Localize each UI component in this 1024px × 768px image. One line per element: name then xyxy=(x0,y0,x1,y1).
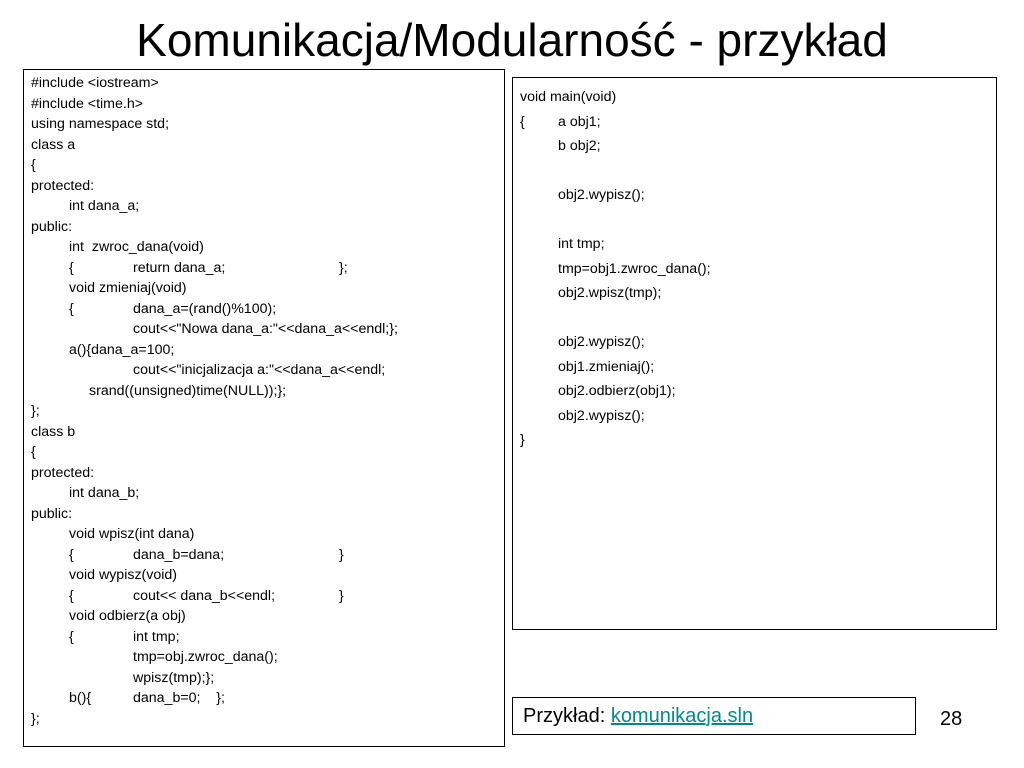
code-segment: obj2.wypisz(); xyxy=(558,334,645,350)
code-segment: { xyxy=(69,300,74,317)
code-segment: public: xyxy=(31,218,73,235)
code-segment: void wpisz(int dana) xyxy=(69,526,195,542)
code-segment: }; xyxy=(31,403,40,419)
code-segment: { xyxy=(69,587,74,604)
slide-title: Komunikacja/Modularność - przykład xyxy=(136,14,888,66)
code-segment: void main(void) xyxy=(520,89,617,105)
example-footer xyxy=(523,703,753,729)
code-segment: int tmp; xyxy=(558,236,605,252)
code-segment: tmp=obj1.zwroc_dana(); xyxy=(558,260,711,277)
code-segment: obj2.wpisz(tmp); xyxy=(558,285,662,301)
code-segment: { xyxy=(520,113,525,130)
code-segment: void wypisz(void) xyxy=(69,567,178,583)
code-segment: wpisz(tmp);}; xyxy=(133,669,215,686)
code-segment: obj1.zmieniaj(); xyxy=(558,358,655,375)
code-segment: } xyxy=(339,587,344,604)
code-segment: cout<<"Nowa dana_a:"<<dana_a<<endl;}; xyxy=(133,321,398,337)
code-segment: cout<<"inicjalizacja a:"<<dana_a<<endl; xyxy=(133,362,386,378)
code-segment: int dana_a; xyxy=(69,198,140,214)
code-segment: int zwroc_dana(void) xyxy=(69,239,204,255)
code-segment: protected: xyxy=(31,177,95,194)
code-segment: } xyxy=(520,432,525,448)
code-segment: #include <time.h> xyxy=(31,95,143,112)
code-segment: }; xyxy=(339,259,348,276)
main-function-code-box xyxy=(512,77,997,630)
code-segment: } xyxy=(339,546,344,563)
class-definitions-code-box xyxy=(23,69,505,747)
code-segment: { xyxy=(69,259,74,276)
code-segment: void zmieniaj(void) xyxy=(69,280,187,296)
code-segment: cout<< dana_b<<endl; xyxy=(133,587,276,604)
code-segment: { xyxy=(69,628,74,645)
code-segment: int tmp; xyxy=(133,628,180,645)
code-segment: protected: xyxy=(31,464,95,481)
code-segment: { xyxy=(31,157,36,173)
code-segment: public: xyxy=(31,505,73,522)
code-segment: a(){dana_a=100; xyxy=(69,341,175,358)
code-segment: using namespace std; xyxy=(31,116,170,132)
code-segment: dana_b=dana; xyxy=(133,546,225,563)
code-segment: b(){ xyxy=(69,690,92,706)
code-segment: obj2.wypisz(); xyxy=(558,407,645,424)
example-file-link[interactable]: komunikacja.sln xyxy=(610,705,754,727)
example-footer-box xyxy=(512,697,916,735)
code-segment: { xyxy=(31,444,36,460)
code-segment: dana_b=0; }; xyxy=(133,690,225,706)
code-segment: srand((unsigned)time(NULL));}; xyxy=(89,382,287,399)
code-segment: a obj1; xyxy=(558,113,601,130)
page-number: 28 xyxy=(940,708,963,730)
code-segment: { xyxy=(69,546,74,563)
example-label: Przykład: xyxy=(523,705,611,727)
code-segment: class a xyxy=(31,136,76,153)
code-segment: #include <iostream> xyxy=(31,75,159,91)
code-segment: void odbierz(a obj) xyxy=(69,608,186,624)
code-segment: int dana_b; xyxy=(69,485,140,501)
code-segment: obj2.wypisz(); xyxy=(558,187,645,203)
code-segment: b obj2; xyxy=(558,138,601,154)
code-segment: return dana_a; xyxy=(133,259,226,276)
code-segment: dana_a=(rand()%100); xyxy=(133,300,277,317)
code-segment: obj2.odbierz(obj1); xyxy=(558,383,676,399)
code-segment: }; xyxy=(31,710,40,727)
code-segment: class b xyxy=(31,423,76,440)
code-segment: tmp=obj.zwroc_dana(); xyxy=(133,649,278,665)
